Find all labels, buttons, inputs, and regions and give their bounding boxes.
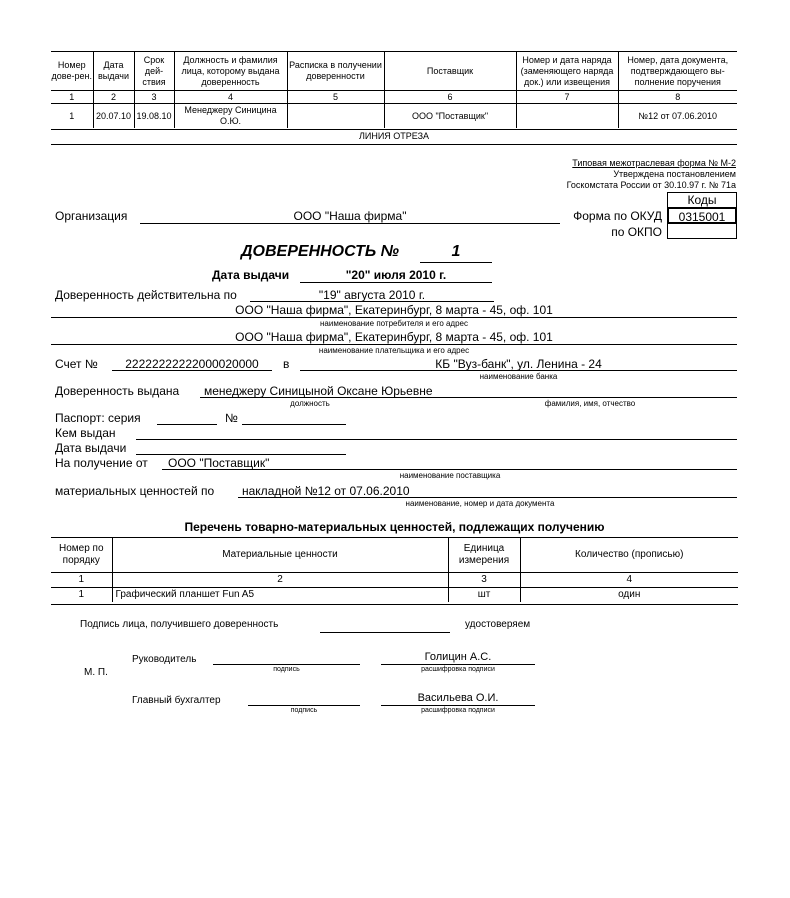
payer-value: ООО "Наша фирма", Екатеринбург, 8 марта - 45, оф. 101 [235, 330, 553, 344]
director-name: Голицин А.С. [424, 651, 492, 663]
items-table-header [51, 538, 738, 573]
tear-table-row [51, 104, 737, 129]
passport-date-field [136, 454, 346, 455]
tear-header-cell: Номер, дата документа, подтверждающего вы-полнение поручения [618, 52, 737, 91]
item-index: 1 [78, 589, 85, 600]
okpo-value [667, 223, 737, 239]
items-number-cell: 4 [520, 573, 738, 588]
consumer-caption: наименование потребителя и его адрес [320, 319, 468, 328]
items-number-cell: 3 [448, 573, 520, 588]
organization-value: ООО "Наша фирма" [293, 209, 407, 223]
issue-date-value: "20" июля 2010 г. [345, 268, 447, 282]
position-caption: должность [290, 399, 330, 408]
fullname-caption: фамилия, имя, отчество [544, 399, 636, 408]
items-table-numbers [51, 573, 738, 588]
tear-data-cell: 20.07.10 [93, 104, 134, 129]
passport-series-field [157, 424, 217, 425]
issued-by-field [136, 439, 737, 440]
certify-label: удостоверяем [465, 619, 531, 630]
accountant-name: Васильева О.И. [417, 692, 499, 704]
form-ref-line2: Утверждена постановлением [613, 169, 736, 179]
items-table [51, 538, 738, 602]
accountant-name-caption: расшифровка подписи [421, 707, 495, 714]
issued-to-label: Доверенность выдана [55, 384, 180, 398]
accountant-label: Главный бухгалтер [132, 695, 221, 706]
director-name-caption: расшифровка подписи [421, 666, 495, 673]
item-quantity: один [520, 588, 738, 603]
tear-number-cell: 2 [93, 91, 134, 104]
form-ref-line3: Госкомстата России от 30.10.97 г. № 71а [566, 180, 736, 190]
receive-from-label: На получение от [55, 456, 148, 470]
okud-label: Форма по ОКУД [573, 209, 662, 223]
tear-number-cell: 6 [384, 91, 516, 104]
document-title: ДОВЕРЕННОСТЬ № [241, 243, 399, 260]
tear-number-cell: 4 [174, 91, 287, 104]
tear-table-header [51, 52, 737, 91]
tear-off-table [51, 52, 737, 128]
valid-until-label: Доверенность действительна по [55, 288, 237, 302]
tear-header-cell: Номер и дата наряда (заменяющего наряда док.) или извещения [516, 52, 618, 91]
supplier-caption: наименование поставщика [399, 471, 501, 480]
tear-header-cell: Должность и фамилия лица, которому выдана доверенность [174, 52, 287, 91]
tear-data-cell: 19.08.10 [134, 104, 174, 129]
items-header-cell: Номер по порядку [51, 538, 112, 573]
tear-data-cell: ООО "Поставщик" [384, 104, 516, 129]
issue-date-label: Дата выдачи [212, 268, 290, 282]
tear-header-cell: Поставщик [384, 52, 516, 91]
tear-header-cell: Расписка в получении доверенности [287, 52, 384, 91]
materials-by-value: накладной №12 от 07.06.2010 [242, 484, 410, 498]
tear-data-cell [516, 104, 618, 129]
consumer-value: ООО "Наша фирма", Екатеринбург, 8 марта - 45, оф. 101 [235, 303, 553, 317]
account-number: 22222222222000020000 [125, 357, 259, 371]
items-number-cell: 2 [112, 573, 448, 588]
issued-to-value: менеджеру Синицыной Оксане Юрьевне [204, 384, 433, 398]
materials-by-label: материальных ценностей по [55, 484, 215, 498]
cut-line-label: ЛИНИЯ ОТРЕЗА [358, 131, 430, 141]
document-number: 1 [451, 243, 461, 260]
codes-header: Коды [667, 192, 737, 208]
tear-number-cell: 1 [51, 91, 93, 104]
issued-by-label: Кем выдан [55, 426, 116, 440]
okud-value: 0315001 [667, 207, 737, 224]
payer-caption: наименование плательщика и его адрес [318, 346, 470, 355]
tear-number-cell: 7 [516, 91, 618, 104]
accountant-sign-caption: подпись [290, 707, 318, 714]
item-unit: шт [448, 588, 520, 603]
tear-number-cell: 5 [287, 91, 384, 104]
receive-from-value: ООО "Поставщик" [168, 456, 270, 470]
signature-field [320, 632, 450, 633]
tear-header-cell: Номер дове-рен. [51, 52, 93, 91]
table-row [51, 588, 738, 603]
director-sign-field [213, 664, 360, 665]
tear-data-cell: №12 от 07.06.2010 [618, 104, 737, 129]
valid-until-value: "19" августа 2010 г. [318, 288, 426, 302]
tear-data-cell: 1 [69, 110, 75, 121]
tear-header-cell: Дата выдачи [93, 52, 134, 91]
tear-number-cell: 3 [134, 91, 174, 104]
passport-number-field [242, 424, 346, 425]
tear-header-cell: Срок дей-ствия [134, 52, 174, 91]
items-title: Перечень товарно-материальных ценностей, подлежащих получению [184, 520, 605, 534]
items-header-cell: Единица измерения [448, 538, 520, 573]
bank-caption: наименование банка [479, 372, 558, 381]
form-ref-line1: Типовая межотраслевая форма № М-2 [572, 158, 736, 168]
signature-label: Подпись лица, получившего доверенность [80, 619, 279, 630]
accountant-sign-field [248, 705, 360, 706]
document-caption: наименование, номер и дата документа [405, 499, 555, 508]
passport-date-label: Дата выдачи [55, 441, 127, 455]
stamp-label: М. П. [84, 667, 108, 678]
director-sign-caption: подпись [273, 666, 300, 673]
tear-data-cell [287, 104, 384, 129]
items-header-cell: Материальные ценности [112, 538, 448, 573]
account-label: Счет № [55, 357, 98, 371]
passport-number-label: № [225, 411, 238, 425]
bank-value: КБ "Вуз-банк", ул. Ленина - 24 [435, 357, 602, 371]
items-number-cell: 1 [51, 573, 112, 588]
item-name: Графический планшет Fun A5 [112, 588, 448, 603]
items-header-cell: Количество (прописью) [520, 538, 738, 573]
okpo-label: по ОКПО [611, 225, 662, 239]
tear-number-cell: 8 [618, 91, 737, 104]
organization-label: Организация [55, 209, 128, 223]
tear-data-cell: Менеджеру Синицина О.Ю. [174, 104, 287, 129]
director-label: Руководитель [132, 654, 197, 665]
passport-series-label: Паспорт: серия [55, 411, 141, 425]
tear-table-numbers [51, 91, 737, 104]
account-in-label: в [283, 357, 290, 371]
